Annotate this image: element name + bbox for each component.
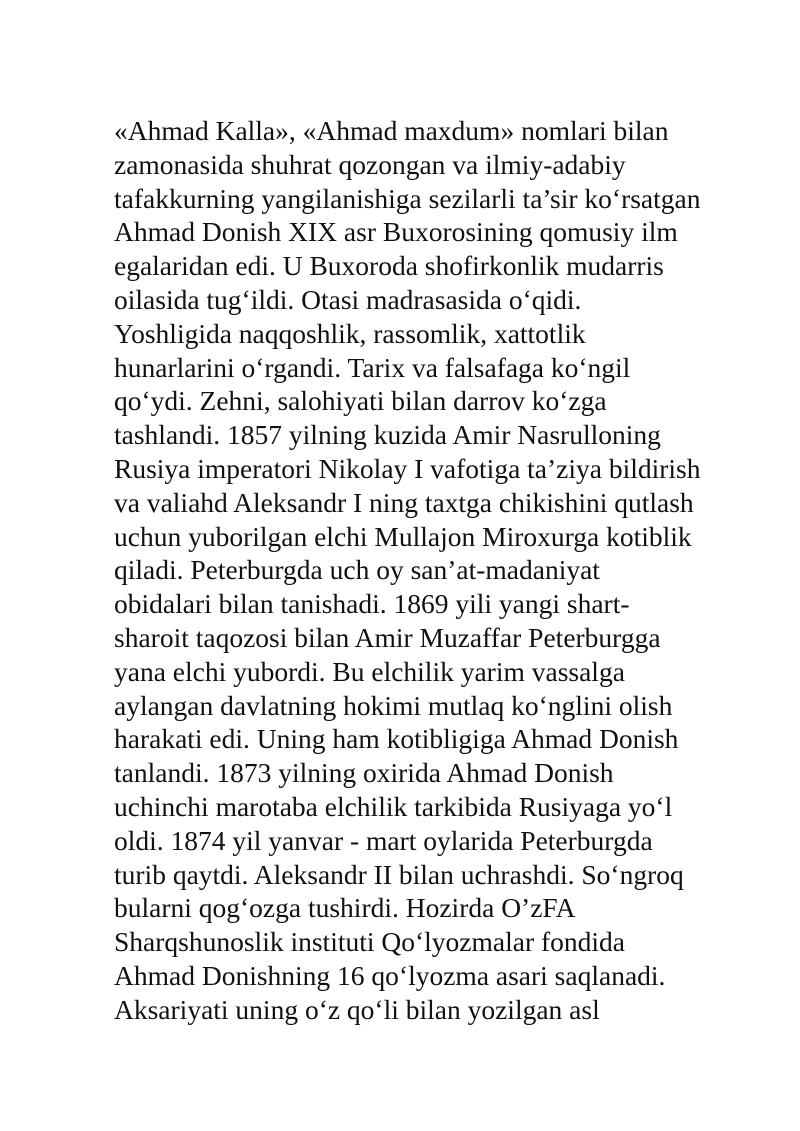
text-line: qo‘ydi. Zehni, salohiyati bilan darrov ko‘zga (114, 385, 607, 417)
text-line: «Ahmad Kalla», «Ahmad maxdum» nomlari bilan (114, 115, 669, 146)
text-line: Sharqshunoslik instituti Qo‘lyozmalar fondida (114, 926, 625, 958)
text-line: tanlandi. 1873 yilning oxirida Ahmad Donish (114, 757, 614, 789)
text-line: Ahmad Donish XIX asr Buxorosining qomusiy ilm (114, 216, 678, 248)
text-line: harakati edi. Uning ham kotibligiga Ahmad Donish (114, 723, 679, 755)
text-line: oilasida tug‘ildi. Otasi madrasasida o‘qidi. (114, 283, 582, 315)
text-line: va valiahd Aleksandr I ning taxtga chikishini qutlash (114, 486, 694, 518)
text-line: aylangan davlatning hokimi mutlaq ko‘nglini olish (114, 689, 673, 721)
text-line: Yoshligida naqqoshlik, rassomlik, xattotlik (114, 317, 586, 349)
text-line: obidalari bilan tanishadi. 1869 yili yangi shart- (114, 588, 630, 620)
text-line: uchun yuborilgan elchi Mullajon Miroxurga kotiblik (114, 520, 692, 552)
text-line: Ahmad Donishning 16 qo‘lyozma asari saqlanadi. (114, 959, 666, 991)
text-line: oldi. 1874 yil yanvar - mart oylarida Peterburgda (114, 824, 653, 856)
text-line: bularni qog‘ozga tushirdi. Hozirda O’zFA (114, 892, 576, 924)
text-line: hunarlarini o‘rgandi. Tarix va falsafaga ko‘ngil (114, 351, 631, 383)
text-line: turib qaytdi. Aleksandr II bilan uchrashdi. So‘ngroq (114, 858, 684, 890)
text-line: sharoit taqozosi bilan Amir Muzaffar Peterburgga (114, 621, 661, 653)
body-text (114, 114, 754, 1027)
text-line: qiladi. Peterburgda uch oy san’at-madaniyat (114, 554, 600, 586)
text-line: Aksariyati uning o‘z qo‘li bilan yozilgan asl (114, 993, 600, 1025)
text-line: Rusiya imperatori Nikolay I vafotiga ta’ziya bildirish (114, 452, 701, 484)
text-line: tashlandi. 1857 yilning kuzida Amir Nasrulloning (114, 419, 661, 451)
text-line: zamonasida shuhrat qozongan va ilmiy-adabiy (114, 148, 626, 180)
text-line: tafakkurning yangilanishiga sezilarli ta’sir ko‘rsatgan (114, 182, 701, 214)
text-line: uchinchi marotaba elchilik tarkibida Rusiyaga yo‘l (114, 790, 673, 822)
text-line: yana elchi yubordi. Bu elchilik yarim vassalga (114, 655, 625, 687)
text-line: egalaridan edi. U Buxoroda shofirkonlik mudarris (114, 250, 664, 282)
